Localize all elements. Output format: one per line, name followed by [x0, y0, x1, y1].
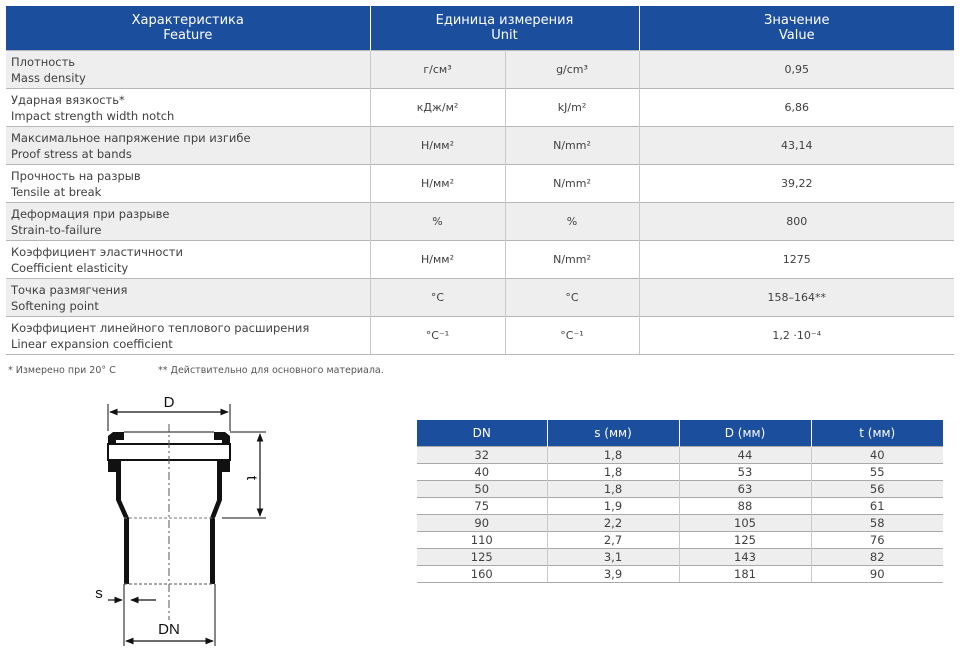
dimension-row: [417, 549, 943, 566]
feature-ru: Максимальное напряжение при изгибе: [11, 130, 251, 145]
d-cell: 44: [679, 447, 811, 464]
dimension-row: [417, 498, 943, 515]
s-cell: 2,7: [547, 532, 679, 549]
t-cell: 61: [811, 498, 943, 515]
unit-ru-cell: Н/мм²: [370, 165, 505, 203]
unit-en-cell: g/cm³: [505, 51, 639, 89]
header-unit-en: Unit: [491, 28, 518, 43]
feature-en: Coefficient elasticity: [11, 260, 129, 275]
s-cell: 1,9: [547, 498, 679, 515]
unit-ru-cell: г/см³: [370, 51, 505, 89]
unit-ru-cell: °C⁻¹: [370, 317, 505, 355]
feature-en: Mass density: [11, 70, 86, 85]
feature-ru: Деформация при разрыве: [11, 206, 170, 221]
feature-en: Tensile at break: [11, 184, 102, 199]
header-feature-en: Feature: [163, 28, 213, 43]
feature-ru: Ударная вязкость*: [11, 92, 125, 107]
t-cell: 55: [811, 464, 943, 481]
unit-ru-cell: Н/мм²: [370, 127, 505, 165]
unit-en-cell: °C⁻¹: [505, 317, 639, 355]
d-cell: 143: [679, 549, 811, 566]
property-row: [6, 241, 954, 279]
unit-en-cell: N/mm²: [505, 127, 639, 165]
label-dn: DN: [158, 621, 180, 638]
t-cell: 40: [811, 447, 943, 464]
header-unit-ru: Единица измерения: [435, 13, 574, 28]
dn-cell: 125: [417, 549, 547, 566]
header-feature: [6, 6, 370, 51]
header-value-ru: Значение: [764, 13, 830, 28]
dimension-row: [417, 464, 943, 481]
value-cell: 6,86: [639, 89, 954, 127]
feature-ru: Точка размягчения: [11, 282, 128, 297]
unit-ru-cell: кДж/м²: [370, 89, 505, 127]
header-t: t (мм): [811, 420, 943, 447]
dn-cell: 50: [417, 481, 547, 498]
footnote-measured: * Измерено при 20° С: [8, 365, 116, 376]
header-unit: [370, 6, 639, 51]
d-cell: 181: [679, 566, 811, 583]
feature-en: Softening point: [11, 298, 99, 313]
feature-cell: [6, 51, 370, 89]
d-cell: 63: [679, 481, 811, 498]
header-s: s (мм): [547, 420, 679, 447]
header-dn: DN: [417, 420, 547, 447]
s-cell: 3,1: [547, 549, 679, 566]
d-cell: 105: [679, 515, 811, 532]
feature-ru: Плотность: [11, 54, 76, 69]
s-cell: 2,2: [547, 515, 679, 532]
unit-en-cell: kJ/m²: [505, 89, 639, 127]
feature-ru: Коэффициент эластичности: [11, 244, 183, 259]
dn-cell: 75: [417, 498, 547, 515]
unit-en-cell: N/mm²: [505, 241, 639, 279]
value-cell: 1275: [639, 241, 954, 279]
dn-cell: 32: [417, 447, 547, 464]
label-s: s: [95, 585, 103, 602]
unit-ru-cell: %: [370, 203, 505, 241]
dimension-row: [417, 515, 943, 532]
feature-en: Impact strength width notch: [11, 108, 175, 123]
unit-en-cell: °C: [505, 279, 639, 317]
header-value-en: Value: [778, 28, 815, 43]
dimension-row: [417, 447, 943, 464]
feature-en: Strain-to-failure: [11, 222, 102, 237]
feature-cell: [6, 203, 370, 241]
footnote-base-material: ** Действительно для основного материала.: [158, 365, 384, 376]
pipe-wall-right: [210, 460, 230, 584]
properties-table: [6, 6, 954, 355]
feature-cell: [6, 165, 370, 203]
d-cell: 125: [679, 532, 811, 549]
dn-cell: 160: [417, 566, 547, 583]
dimensions-table: [417, 420, 943, 583]
unit-en-cell: %: [505, 203, 639, 241]
properties-header-row: [6, 6, 954, 51]
s-cell: 1,8: [547, 481, 679, 498]
dn-cell: 110: [417, 532, 547, 549]
value-cell: 1,2 ·10⁻⁴: [639, 317, 954, 355]
pipe-socket-drawing: [80, 388, 280, 650]
dimension-row: [417, 481, 943, 498]
value-cell: 0,95: [639, 51, 954, 89]
t-cell: 56: [811, 481, 943, 498]
value-cell: 39,22: [639, 165, 954, 203]
pipe-wall-left: [108, 460, 129, 584]
property-row: [6, 165, 954, 203]
header-value: [639, 6, 954, 51]
feature-cell: [6, 89, 370, 127]
dimension-row: [417, 566, 943, 583]
t-cell: 90: [811, 566, 943, 583]
value-cell: 43,14: [639, 127, 954, 165]
unit-en-cell: N/mm²: [505, 165, 639, 203]
property-row: [6, 127, 954, 165]
s-cell: 1,8: [547, 464, 679, 481]
property-row: [6, 203, 954, 241]
t-cell: 82: [811, 549, 943, 566]
property-row: [6, 317, 954, 355]
feature-en: Linear expansion coefficient: [11, 336, 173, 351]
header-d: D (мм): [679, 420, 811, 447]
feature-cell: [6, 279, 370, 317]
unit-ru-cell: Н/мм²: [370, 241, 505, 279]
socket-lip-right: [214, 432, 230, 444]
property-row: [6, 279, 954, 317]
label-d: D: [163, 394, 175, 411]
feature-cell: [6, 317, 370, 355]
t-cell: 58: [811, 515, 943, 532]
feature-cell: [6, 127, 370, 165]
d-cell: 53: [679, 464, 811, 481]
property-row: [6, 89, 954, 127]
d-cell: 88: [679, 498, 811, 515]
feature-en: Proof stress at bands: [11, 146, 132, 161]
value-cell: 158–164**: [639, 279, 954, 317]
dimension-row: [417, 532, 943, 549]
socket-lip-left: [108, 432, 124, 444]
dimensions-header-row: [417, 420, 943, 447]
value-cell: 800: [639, 203, 954, 241]
dn-cell: 90: [417, 515, 547, 532]
feature-cell: [6, 241, 370, 279]
header-feature-ru: Характеристика: [131, 13, 244, 28]
feature-ru: Прочность на разрыв: [11, 168, 141, 183]
t-cell: 76: [811, 532, 943, 549]
feature-ru: Коэффициент линейного теплового расширения: [11, 320, 310, 335]
unit-ru-cell: °C: [370, 279, 505, 317]
property-row: [6, 51, 954, 89]
dn-cell: 40: [417, 464, 547, 481]
label-t: t: [243, 475, 260, 481]
s-cell: 3,9: [547, 566, 679, 583]
s-cell: 1,8: [547, 447, 679, 464]
